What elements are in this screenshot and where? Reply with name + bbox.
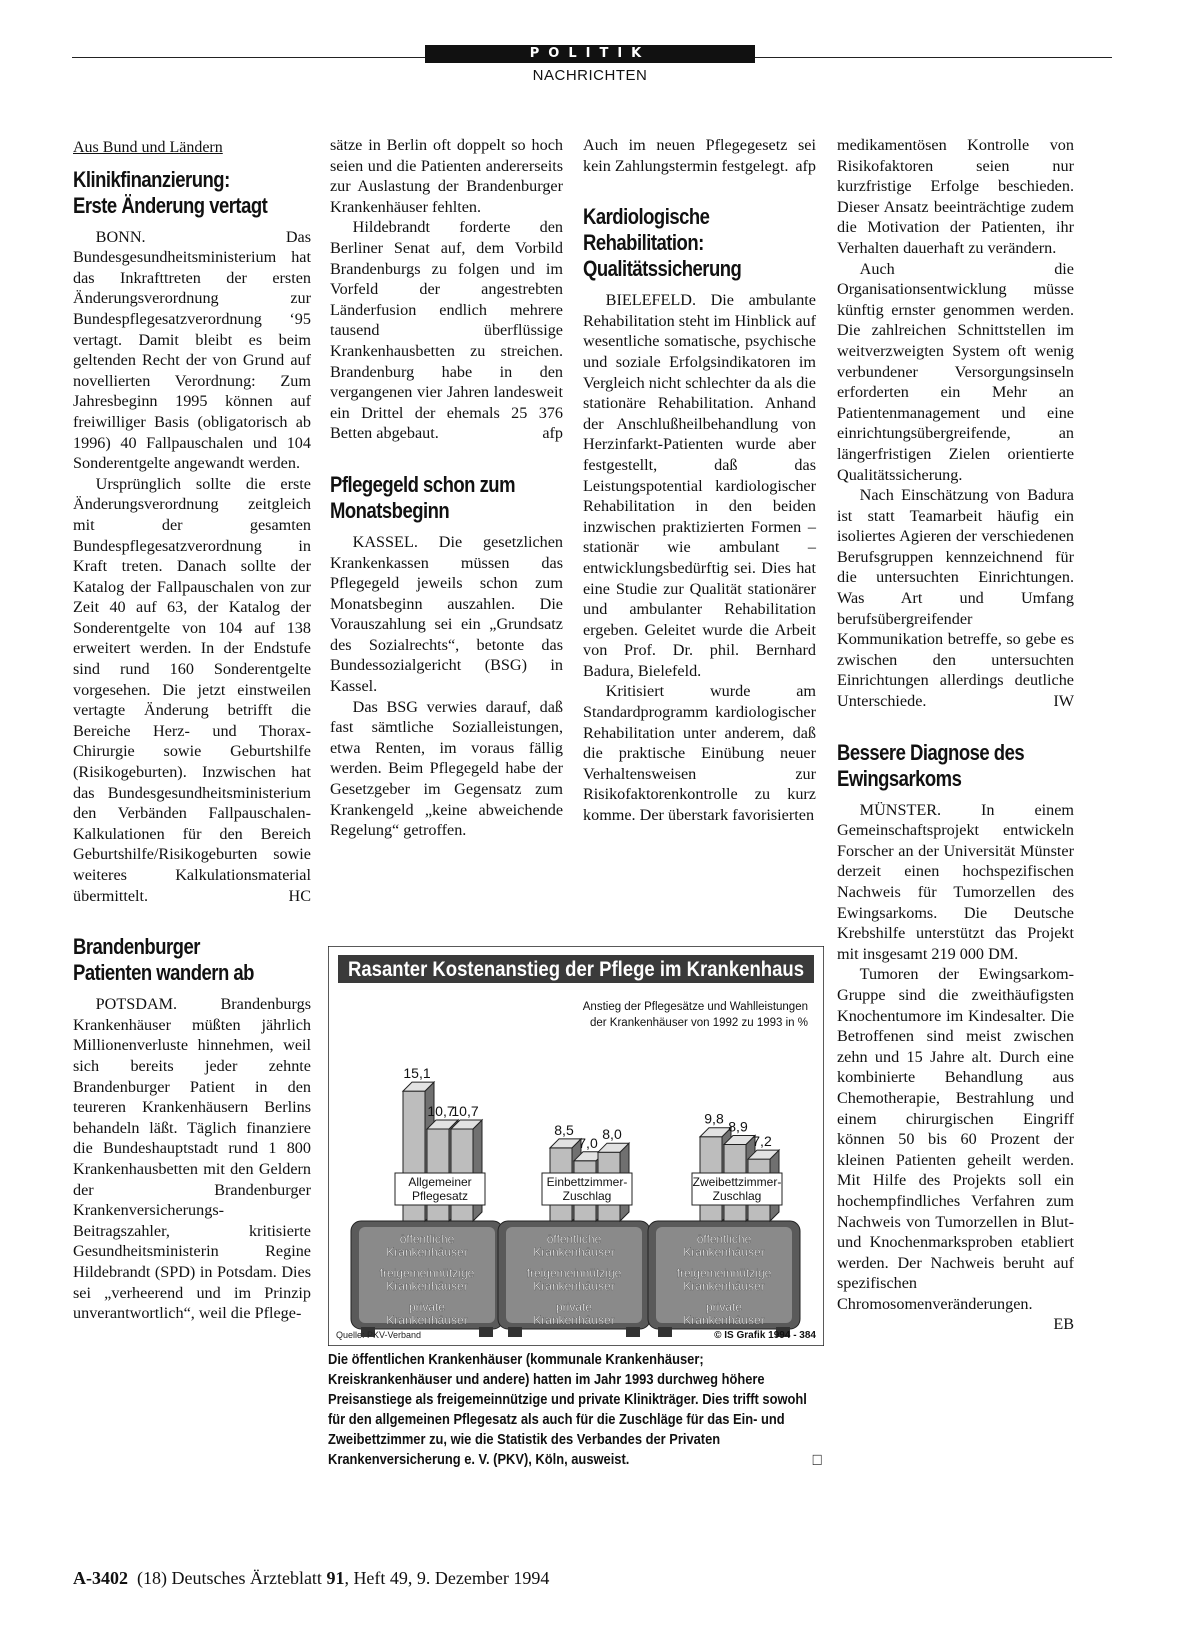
page-number: A-3402 — [73, 1568, 128, 1588]
chart-series-label: Krankenhäuser — [533, 1313, 615, 1327]
chart-series-label: öffentliche — [399, 1232, 455, 1246]
chart-series-label: private — [555, 1300, 593, 1314]
article-title: Kardiologische — [583, 204, 710, 230]
author-signature: afp — [795, 156, 816, 175]
chart-series-label: freigemeinnützige — [676, 1266, 772, 1280]
subsection-label: NACHRICHTEN — [532, 67, 648, 84]
kicker: Aus Bund und Ländern — [73, 139, 223, 156]
article-title: Brandenburger — [73, 934, 200, 960]
chart-base-leg — [658, 1327, 672, 1337]
chart-caption: Die öffentlichen Krankenhäuser (kommunale Krankenhäuser; Kreiskrankenhäuser und andere) hatten im Jahr 1993 durchweg höhere Preisanstiege als freigemeinnützige und private Klinikträger. Dies trifft sowohl für den allgemeinen Pflegesatz als auch für die Zuschläge für das Ein- und Zweibettzimmer zu, wie die Statistik des Verbandes der Privaten Krankenversicherung e. V. (PKV), Köln, ausweist. □ — [328, 1351, 822, 1469]
article-paragraph: MÜNSTER. In einem Gemeinschaftsprojekt entwickeln Forscher an der Universität Münster derzeit einen hochspezifischen Nachweis für Tumorzellen des Ewingsarkoms. Die Deutsche Krebshilfe unterstützt das Projekt mit insgesamt 219 000 DM. — [837, 800, 1074, 963]
chart-series-label: Krankenhäuser — [386, 1313, 468, 1327]
article-title: Rehabilitation: — [583, 230, 704, 256]
chart-series-label: private — [705, 1300, 743, 1314]
author-signature: EB — [1053, 1315, 1074, 1334]
chart-subtitle-line: Anstieg der Pflegesätze und Wahlleistungen — [582, 1001, 808, 1013]
chart-series-label: Krankenhäuser — [386, 1245, 468, 1259]
column-4 — [837, 135, 1074, 1335]
chart-series-label: Krankenhäuser — [533, 1279, 615, 1293]
article-title: Pflegegeld schon zum — [330, 471, 516, 497]
chart-title: Rasanter Kostenanstieg der Pflege im Krankenhaus — [348, 958, 804, 981]
author-signature: afp — [542, 424, 563, 443]
article-paragraph: Auch im neuen Pflegegesetz sei kein Zahlungstermin festgelegt. afp — [583, 136, 816, 175]
author-signature: HC — [288, 886, 311, 905]
chart-series-label: öffentliche — [546, 1232, 602, 1246]
section-label: POLITIK — [425, 45, 755, 63]
article-title: Erste Änderung vertagt — [73, 192, 268, 218]
article-paragraph: BIELEFELD. Die ambulante Rehabilitation steht im Hinblick auf wesentliche somatische, psychische und soziale Erfolgsindikatoren im Vergleich nicht schlechter da als die stationäre Rehabilitation. Anhand der Anschlußheilbehandlung von Herzinfarkt-Patienten wurde aber festgestellt, daß das Leistungspotential kardiologischer Rehabilitation in den beiden inzwischen praktizierten Formen – stationär wie ambulant – entwicklungsbedürftig sei. Dies hat eine Studie zur Qualität stationärer und ambulanter Rehabilitation ergeben. Geleitet wurde die Arbeit von Prof. Dr. phil. Bernhard Badura, Bielefeld. — [583, 291, 816, 680]
article-paragraph: Das BSG verwies darauf, daß fast sämtliche Sozialleistungen, etwa Renten, im voraus fällig werden. Beim Pflegegeld habe der Gesetzgeber im Gegensatz zum Krankengeld „keine abweichende Regelung“ getroffen. — [330, 697, 563, 840]
article-paragraph: Hildebrandt forderte den Berliner Senat auf, dem Vorbild Brandenburgs zu folgen und im Vorfeld der angestrebten Länderfusion endlich mehrere tausend überflüssige Krankenhausbetten zu streichen. Brandenburg habe in den vergangenen vier Jahren landesweit ein Drittel der ehemals 25 376 Betten abgebaut. afp — [330, 218, 563, 443]
column-1 — [73, 138, 311, 1324]
chart-category-label: Allgemeiner — [408, 1175, 472, 1189]
chart-series-label: Krankenhäuser — [683, 1313, 765, 1327]
author-signature: IW — [1053, 692, 1074, 711]
journal-name: (18) Deutsches Ärzteblatt — [137, 1568, 327, 1588]
chart-category-label: Zuschlag — [562, 1189, 612, 1203]
chart-base-leg — [508, 1327, 522, 1337]
chart-series-label: Krankenhäuser — [533, 1245, 615, 1259]
chart-base-leg — [626, 1327, 640, 1337]
chart-category-label: Pflegesatz — [411, 1189, 469, 1203]
chart-series-label: Krankenhäuser — [386, 1279, 468, 1293]
column-2 — [330, 135, 563, 841]
article-title: Ewingsarkoms — [837, 765, 962, 791]
article-paragraph: Nach Einschätzung von Badura ist statt Teamarbeit häufig ein isoliertes Agieren der verschiedenen Berufsgruppen kennzeichnend für die untersuchten Einrichtungen. Was Art und Umfang berufsübergreifender Kommunikation betreffe, so gebe es zwischen den untersuchten Einrichtungen allerdings deutliche Unterschiede. IW — [837, 486, 1074, 711]
chart-category-label: Einbettzimmer- — [546, 1175, 628, 1189]
article-title: Monatsbeginn — [330, 497, 450, 523]
volume: 91 — [326, 1568, 345, 1588]
chart-base-leg — [479, 1327, 493, 1337]
chart-value-label: 15,1 — [403, 1065, 431, 1082]
chart-value-label: 8,0 — [602, 1126, 622, 1143]
chart-series-label: freigemeinnützige — [379, 1266, 475, 1280]
chart-value-label: 10,7 — [427, 1102, 455, 1119]
chart-value-label: 8,5 — [554, 1121, 574, 1138]
chart-value-label: 7,0 — [578, 1134, 598, 1151]
chart-source: Quelle: PKV-Verband — [336, 1330, 422, 1340]
article-paragraph: POTSDAM. Brandenburgs Krankenhäuser müßten jährlich Millionenverluste hinnehmen, weil sich bereits jeder zehnte Brandenburger Patient in den teureren Krankenhäusern Berlins behandeln läßt. Täglich finanziere die Bundeshauptstadt rund 1 800 Krankenhausbetten mit den Geldern der Brandenburger Krankenversicherungs-Beitragszahler, kritisierte Gesundheitsministerin Regine Hildebrandt (SPD) in Potsdam. Dies sei „verheerend und im Prinzip unverantwortlich“, weil die Pflege- — [73, 995, 311, 1323]
chart-subtitle-line: der Krankenhäuser von 1992 zu 1993 in % — [589, 1017, 808, 1029]
article-title: Bessere Diagnose des — [837, 739, 1025, 765]
chart-series-label: freigemeinnützige — [526, 1266, 622, 1280]
chart-series-label: private — [408, 1300, 446, 1314]
end-mark: □ — [812, 1450, 822, 1469]
article-paragraph: KASSEL. Die gesetzlichen Krankenkassen müssen das Pflegegeld jeweils schon zum Monatsbeginn auszahlen. Die Vorauszahlung sei ein „Grundsatz des Sozialrechts“, betonte das Bundessozialgericht (BSG) in Kassel. — [330, 532, 563, 696]
chart — [328, 946, 824, 1346]
article-title: Qualitätssicherung — [583, 256, 742, 282]
article-paragraph: Tumoren der Ewingsarkom-Gruppe sind die zweithäufigsten Knochentumore im Kindesalter. Die Betroffenen sind meist zwischen zehn und 15 Jahre alt. Durch eine kombinierte Behandlung aus Chemotherapie, Bestrahlung und einem chirurgischen Eingriff können 50 bis 60 Prozent der kleinen Patienten geheilt werden. Mit Hilfe des Projekts soll ein hochempfindliches Verfahren zum Nachweis von Tumorzellen in Blut- und Knochenmarksproben etabliert werden. Der Nachweis beruht auf spezifischen Chromosomenveränderungen. EB — [837, 965, 1074, 1334]
article-title: Klinikfinanzierung: — [73, 166, 230, 192]
column-3 — [583, 135, 816, 826]
chart-value-label: 8,9 — [728, 1118, 748, 1135]
chart-category-label: Zuschlag — [712, 1189, 762, 1203]
page-footer — [73, 1568, 549, 1589]
issue-date: , Heft 49, 9. Dezember 1994 — [344, 1568, 550, 1588]
article-title: Patienten wandern ab — [73, 960, 254, 986]
chart-value-label: 9,8 — [704, 1110, 724, 1127]
chart-bar-side — [473, 1120, 482, 1221]
article-paragraph: Auch die Organisationsentwicklung müsse künftig ernster genommen werden. Die zahlreichen Schnittstellen im weitverzweigten System oft wenig verbundener Versorgungsinseln erforderten ein Mehr an Patientenmanagement und eine einrichtungsübergreifende, an längerfristigen Zielen orientierte Qualitätssicherung. — [837, 259, 1074, 484]
article-paragraph: BONN. Das Bundesgesundheitsministerium hat das Inkrafttreten der ersten Änderungsverordnung zur Bundespflegesatzverordnung ‘95 vertagt. Damit bleibt es beim geltenden Recht der von Grund auf novellierten Verordnung: Zum Jahresbeginn 1995 können auf freiwilliger Basis (obligatorisch ab 1996) 40 Fallpauschalen und 104 Sonderentgelte angewandt werden. — [73, 227, 311, 473]
article-paragraph: Ursprünglich sollte die erste Änderungsverordnung zeitgleich mit der gesamten Bundespflegesatzverordnung in Kraft treten. Danach sollte der Katalog der Fallpauschalen von zur Zeit 40 auf 63, der Katalog der Sonderentgelte von 104 auf 138 erweitert werden. In der Endstufe sind rund 160 Sonderentgelte vorgesehen. Die jetzt einstweilen vertagte Änderung betrifft die Bereiche Herz- und Thorax-Chirurgie sowie Geburtshilfe (Risikogeburten). Inzwischen hat das Bundesgesundheitsministerium den Verbänden Fallpauschalen-Kalkulationen für den Bereich Geburtshilfe/Risikogeburten sowie weiteres Kalkulationsmaterial übermittelt. HC — [73, 474, 311, 905]
chart-credit: © IS Grafik 1994 - 384 — [714, 1330, 816, 1341]
chart-series-label: Krankenhäuser — [683, 1245, 765, 1259]
article-paragraph: sätze in Berlin oft doppelt so hoch seien und die Patienten andererseits zur Auslastung der Brandenburger Krankenhäuser fehlten. — [330, 136, 563, 216]
article-paragraph: medikamentösen Kontrolle von Risikofaktoren seien nur kurzfristige Erfolge beschieden. Dieser Ansatz beeinträchtige zudem die Motivation der Patienten, ihr Verhalten dauerhaft zu verändern. — [837, 136, 1074, 257]
chart-value-label: 10,7 — [451, 1102, 479, 1119]
article-paragraph: Kritisiert wurde am Standardprogramm kardiologischer Rehabilitation unter anderem, daß die praktische Einübung neuer Verhaltensweisen zur Risikofaktorenkontrolle zu kurz komme. Der überstark favorisierten — [583, 682, 816, 825]
chart-series-label: öffentliche — [696, 1232, 752, 1246]
chart-value-label: 7,2 — [752, 1133, 772, 1150]
chart-category-label: Zweibettzimmer- — [692, 1175, 782, 1189]
chart-series-label: Krankenhäuser — [683, 1279, 765, 1293]
